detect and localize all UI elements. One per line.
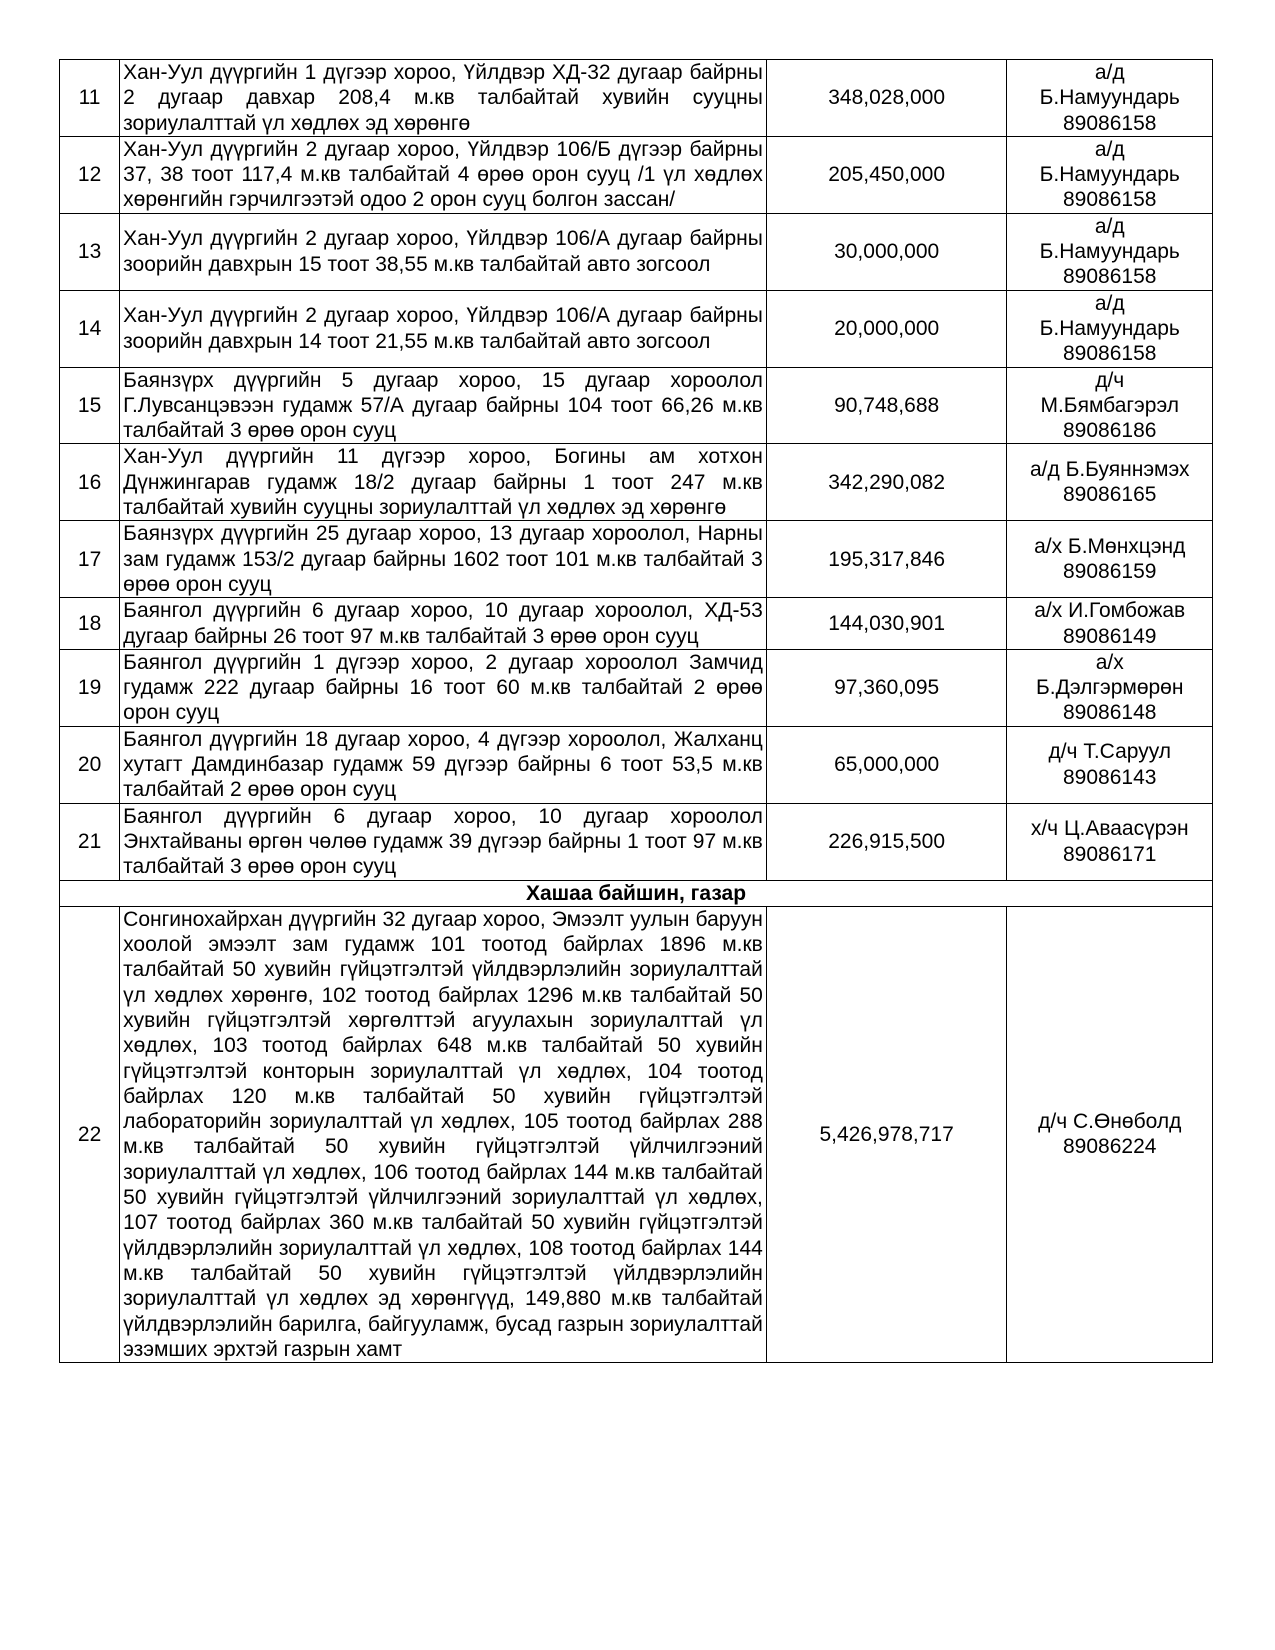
property-description: Хан-Уул дүүргийн 1 дүгээр хороо, Үйлдвэр ХД-32 дугаар байрны 2 дугаар давхар 208,4 м.кв талбайтай хувийн сууцны зориулалттай үл хөдлөх эд хөрөнгө — [120, 60, 767, 137]
contact-line: 89086148 — [1063, 701, 1157, 725]
property-description: Баянзүрх дүүргийн 5 дугаар хороо, 15 дугаар хороолол Г.Лувсанцэвээн гудамж 57/А дугаар байрны 104 тоот 66,26 м.кв талбайтай 3 өрөө орон сууц — [120, 367, 767, 444]
contact-line: а/х Б.Мөнхцэнд — [1034, 534, 1186, 558]
starting-price: 97,360,095 — [766, 649, 1007, 726]
table-row — [60, 906, 1213, 1362]
contact-person — [1007, 136, 1213, 213]
contact-line: а/х — [1095, 650, 1124, 674]
table-row — [60, 598, 1213, 650]
contact-line: х/ч Ц.Аваасүрэн — [1030, 817, 1189, 841]
row-number: 12 — [60, 136, 120, 213]
row-number: 13 — [60, 213, 120, 290]
property-description: Хан-Уул дүүргийн 2 дугаар хороо, Үйлдвэр 106/Б дүгээр байрны 37, 38 тоот 117,4 м.кв талбайтай 4 өрөө орон сууц /1 үл хөдлөх хөрөнгийн гэрчилгээтэй одоо 2 орон сууц болгон зассан/ — [120, 136, 767, 213]
row-number: 22 — [60, 906, 120, 1362]
contact-person — [1007, 444, 1213, 521]
row-number: 15 — [60, 367, 120, 444]
contact-person — [1007, 803, 1213, 880]
section-header-row — [60, 880, 1213, 906]
asset-table-body — [60, 60, 1213, 1363]
table-row — [60, 803, 1213, 880]
contact-line: д/ч Т.Саруул — [1048, 740, 1171, 764]
table-row — [60, 649, 1213, 726]
contact-line: 89086158 — [1063, 265, 1157, 289]
starting-price: 65,000,000 — [766, 726, 1007, 803]
starting-price: 195,317,846 — [766, 521, 1007, 598]
contact-line: Б.Намуундарь — [1039, 240, 1180, 264]
table-row — [60, 60, 1213, 137]
row-number: 20 — [60, 726, 120, 803]
contact-line: 89086165 — [1063, 483, 1157, 507]
contact-person — [1007, 649, 1213, 726]
property-description: Хан-Уул дүүргийн 2 дугаар хороо, Үйлдвэр 106/А дугаар байрны зоорийн давхрын 14 тоот 21,55 м.кв талбайтай авто зогсоол — [120, 290, 767, 367]
contact-person — [1007, 290, 1213, 367]
contact-line: 89086186 — [1063, 419, 1157, 443]
contact-line: 89086149 — [1063, 624, 1157, 648]
contact-line: д/ч С.Өнөболд — [1038, 1110, 1182, 1134]
contact-line: Б.Намуундарь — [1039, 163, 1180, 187]
contact-line: а/д Б.Буяннэмэх — [1029, 458, 1190, 482]
starting-price: 348,028,000 — [766, 60, 1007, 137]
contact-line: Б.Намуундарь — [1039, 86, 1180, 110]
contact-line: 89086159 — [1063, 560, 1157, 584]
row-number: 14 — [60, 290, 120, 367]
starting-price: 20,000,000 — [766, 290, 1007, 367]
starting-price: 144,030,901 — [766, 598, 1007, 650]
row-number: 11 — [60, 60, 120, 137]
contact-person — [1007, 367, 1213, 444]
contact-person — [1007, 598, 1213, 650]
contact-line: а/д — [1094, 291, 1125, 315]
table-row — [60, 444, 1213, 521]
starting-price: 342,290,082 — [766, 444, 1007, 521]
contact-line: 89086224 — [1063, 1135, 1157, 1159]
contact-line: М.Бямбагэрэл — [1040, 393, 1179, 417]
contact-line: Б.Намуундарь — [1039, 316, 1180, 340]
property-description: Хан-Уул дүүргийн 2 дугаар хороо, Үйлдвэр 106/А дугаар байрны зоорийн давхрын 15 тоот 38,55 м.кв талбайтай авто зогсоол — [120, 213, 767, 290]
row-number: 19 — [60, 649, 120, 726]
contact-line: а/х И.Гомбожав — [1034, 599, 1186, 623]
row-number: 16 — [60, 444, 120, 521]
contact-line: 89086158 — [1063, 342, 1157, 366]
starting-price: 205,450,000 — [766, 136, 1007, 213]
starting-price: 30,000,000 — [766, 213, 1007, 290]
table-row — [60, 521, 1213, 598]
table-row — [60, 726, 1213, 803]
row-number: 17 — [60, 521, 120, 598]
table-row — [60, 367, 1213, 444]
property-description: Баянгол дүүргийн 6 дугаар хороо, 10 дугаар хороолол, ХД-53 дугаар байрны 26 тоот 97 м.кв талбайтай 3 өрөө орон сууц — [120, 598, 767, 650]
contact-line: 89086143 — [1063, 765, 1157, 789]
table-row — [60, 136, 1213, 213]
property-description: Баянгол дүүргийн 18 дугаар хороо, 4 дүгээр хороолол, Жалханц хутагт Дамдинбазар гудамж 59 дүгээр байрны 6 тоот 53,5 м.кв талбайтай 2 өрөө орон сууц — [120, 726, 767, 803]
contact-line: а/д — [1094, 214, 1125, 238]
contact-line: 89086158 — [1063, 188, 1157, 212]
table-row — [60, 213, 1213, 290]
contact-line: 89086171 — [1063, 842, 1157, 866]
row-number: 21 — [60, 803, 120, 880]
section-title: Хашаа байшин, газар — [60, 880, 1213, 906]
contact-person — [1007, 906, 1213, 1362]
property-description: Баянгол дүүргийн 6 дугаар хороо, 10 дугаар хороолол Энхтайваны өргөн чөлөө гудамж 39 дүгээр байрны 1 тоот 97 м.кв талбайтай 3 өрөө орон сууц — [120, 803, 767, 880]
contact-person — [1007, 60, 1213, 137]
contact-person — [1007, 521, 1213, 598]
contact-line: а/д — [1094, 137, 1125, 161]
contact-line: а/д — [1094, 61, 1125, 84]
contact-line: 89086158 — [1063, 111, 1157, 135]
starting-price: 90,748,688 — [766, 367, 1007, 444]
table-row — [60, 290, 1213, 367]
contact-person — [1007, 213, 1213, 290]
contact-line: д/ч — [1095, 368, 1125, 392]
property-description: Баянгол дүүргийн 1 дүгээр хороо, 2 дугаар хороолол Замчид гудамж 222 дугаар байрны 16 тоот 60 м.кв талбайтай 2 өрөө орон сууц — [120, 649, 767, 726]
contact-line: Б.Дэлгэрмөрөн — [1035, 676, 1184, 700]
row-number: 18 — [60, 598, 120, 650]
property-description: Хан-Уул дүүргийн 11 дүгээр хороо, Богины ам хотхон Дүнжингарав гудамж 18/2 дугаар байрны 1 тоот 247 м.кв талбайтай хувийн сууцны зориулалттай үл хөдлөх эд хөрөнгө — [120, 444, 767, 521]
starting-price: 5,426,978,717 — [766, 906, 1007, 1362]
property-description: Баянзүрх дүүргийн 25 дугаар хороо, 13 дугаар хороолол, Нарны зам гудамж 153/2 дугаар байрны 1602 тоот 101 м.кв талбайтай 3 өрөө орон сууц — [120, 521, 767, 598]
property-description: Сонгинохайрхан дүүргийн 32 дугаар хороо, Эмээлт уулын баруун хоолой эмээлт зам гудамж 101 тоотод байрлах 1896 м.кв талбайтай 50 хувийн гүйцэтгэлтэй үйлдвэрлэлийн зориулалттай үл хөдлөх хөрөнгө, 102 тоотод байрлах 1296 м.кв талбайтай 50 хувийн гүйцэтгэлтэй хөргөлттэй агуулахын зориулалттай үл хөдлөх, 103 тоотод байрлах 648 м.кв талбайтай 50 хувийн гүйцэтгэлтэй конторын зориулалттай үл хөдлөх, 104 тоотод байрлах 120 м.кв талбайтай 50 хувийн гүйцэтгэлтэй лабораторийн зориулалттай үл хөдлөх, 105 тоотод байрлах 288 м.кв талбайтай 50 хувийн гүйцэтгэлтэй үйлчилгээний зориулалттай үл хөдлөх, 106 тоотод байрлах 144 м.кв талбайтай 50 хувийн гүйцэтгэлтэй үйлчилгээний зориулалттай үл хөдлөх, 107 тоотод байрлах 360 м.кв талбайтай 50 хувийн гүйцэтгэлтэй үйлдвэрлэлийн зориулалттай үл хөдлөх, 108 тоотод байрлах 144 м.кв талбайтай 50 хувийн гүйцэтгэлтэй үйлдвэрлэлийн зориулалттай үл хөдлөх эд хөрөнгүүд, 149,880 м.кв талбайтай үйлдвэрлэлийн барилга, байгууламж, бусад газрын зориулалттай эзэмших эрхтэй газрын хамт — [120, 906, 767, 1362]
contact-person — [1007, 726, 1213, 803]
asset-table — [59, 59, 1213, 1363]
starting-price: 226,915,500 — [766, 803, 1007, 880]
